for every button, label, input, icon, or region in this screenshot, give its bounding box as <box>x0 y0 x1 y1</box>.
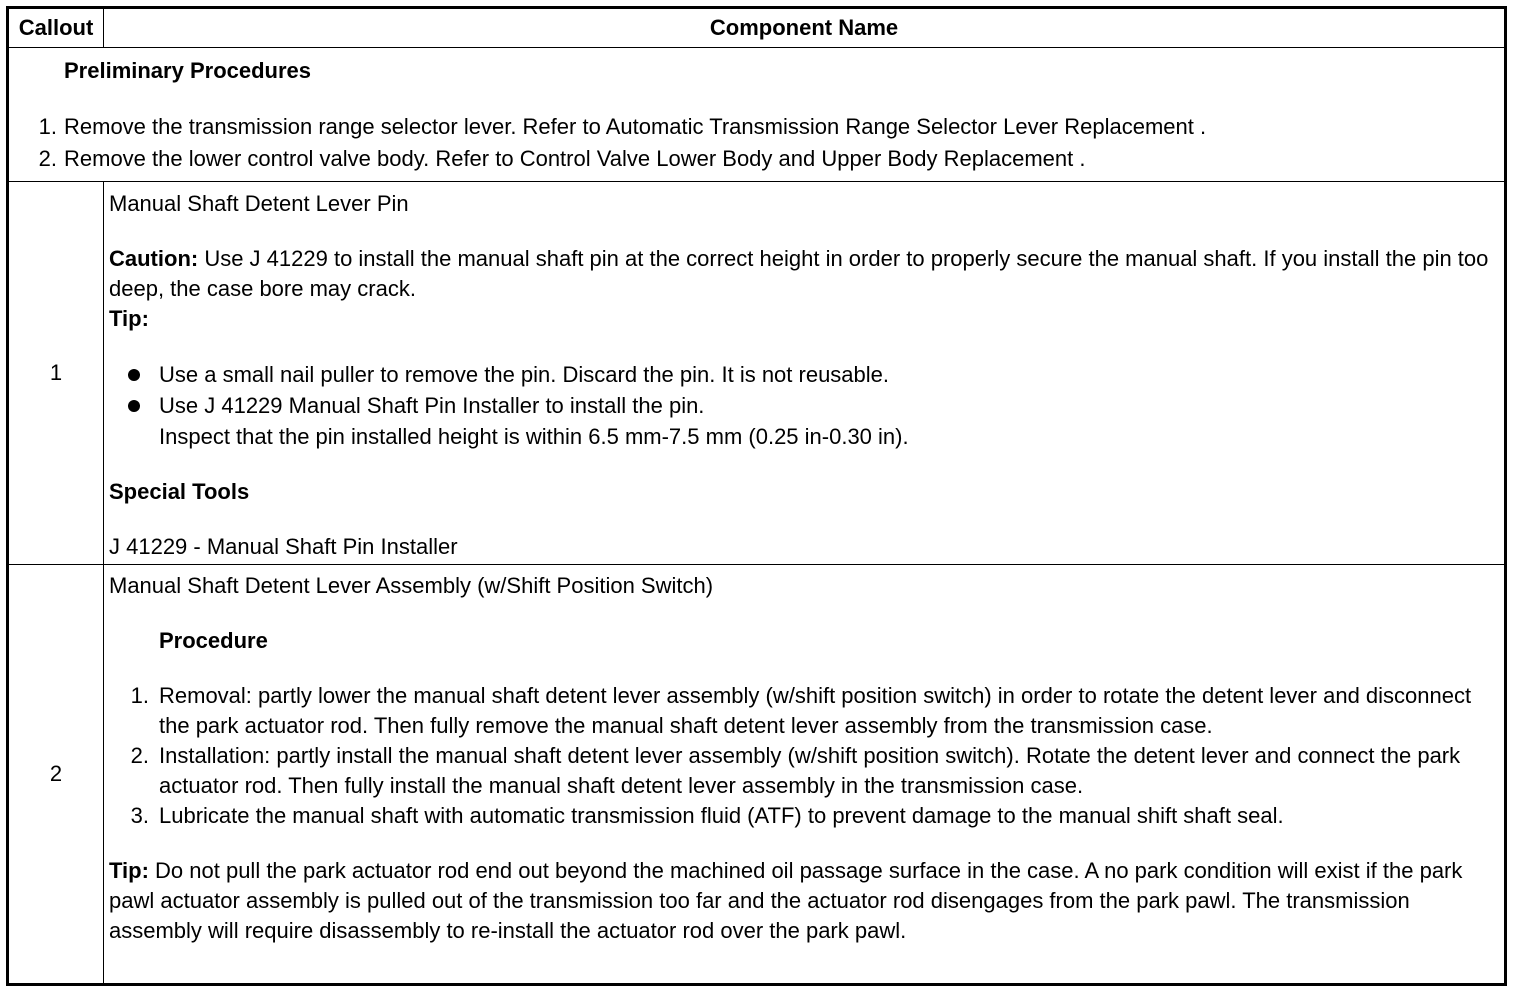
component-cell-1 <box>104 182 1506 565</box>
callout-header: Callout <box>8 8 104 48</box>
component-cell-2 <box>104 565 1506 985</box>
special-tools-title: Special Tools <box>109 479 250 504</box>
step-number: 2. <box>38 146 57 171</box>
procedure-title: Procedure <box>159 628 268 653</box>
bullet-dot-icon <box>128 369 140 381</box>
procedure-step: 3. Lubricate the manual shaft with automatic transmission fluid (ATF) to prevent damage to the manual shift shaft seal. <box>130 803 1284 828</box>
preliminary-title: Preliminary Procedures <box>64 58 312 83</box>
callout-row-2 <box>8 565 1506 985</box>
special-tool-item: J 41229 - Manual Shaft Pin Installer <box>109 534 458 559</box>
step-text: Remove the transmission range selector lever. Refer to Automatic Transmission Range Selector Lever Replacement . <box>64 114 1207 139</box>
caution-text: Use J 41229 to install the manual shaft pin at the correct height in order to properly secure the manual shaft. If you install the pin too deep, the case bore may crack. <box>109 246 1489 301</box>
preliminary-step <box>9 143 1504 175</box>
callout-number: 1 <box>8 182 104 565</box>
component-name-header: Component Name <box>104 8 1506 48</box>
preliminary-steps <box>9 111 1504 175</box>
tip-label: Tip: <box>109 306 149 331</box>
header-row <box>8 8 1506 48</box>
bullet-item: Use a small nail puller to remove the pin. Discard the pin. It is not reusable. <box>109 359 1500 390</box>
step-text: Remove the lower control valve body. Refer to Control Valve Lower Body and Upper Body Replacement . <box>64 146 1086 171</box>
procedure-step: 1. Removal: partly lower the manual shaft detent lever assembly (w/shift position switch) in order to rotate the detent lever and disconnect the park actuator rod. Then fully remove the manual shaft detent lever assembly from the transmission case. <box>130 683 1472 738</box>
caution-label: Caution: <box>109 246 199 271</box>
callout-number: 2 <box>8 565 104 985</box>
preliminary-row <box>8 48 1506 182</box>
bullet-continuation: Inspect that the pin installed height is within 6.5 mm-7.5 mm (0.25 in-0.30 in). <box>159 424 909 449</box>
bullet-item: Use J 41229 Manual Shaft Pin Installer to install the pin. Inspect that the pin installed height is within 6.5 mm-7.5 mm (0.25 in-0.30 in). <box>109 390 1500 452</box>
tip-note <box>109 856 1500 946</box>
preliminary-step <box>9 111 1504 143</box>
procedure-table <box>6 6 1507 986</box>
component-name: Manual Shaft Detent Lever Pin <box>109 191 409 216</box>
procedure-steps <box>109 681 1500 831</box>
caution-note <box>109 244 1500 304</box>
preliminary-cell <box>8 48 1506 182</box>
tip-bullets <box>109 359 1500 452</box>
callout-row-1 <box>8 182 1506 565</box>
step-number: 1. <box>38 114 57 139</box>
component-name: Manual Shaft Detent Lever Assembly (w/Shift Position Switch) <box>109 573 714 598</box>
tip-text: Do not pull the park actuator rod end out beyond the machined oil passage surface in the case. A no park condition will exist if the park pawl actuator assembly is pulled out of the transmission too far and the actuator rod disengages from the park pawl. The transmission assembly will require disassembly to re-install the actuator rod over the park pawl. <box>109 858 1463 943</box>
bullet-dot-icon <box>128 400 140 412</box>
tip-label: Tip: <box>109 858 149 883</box>
procedure-step: 2. Installation: partly install the manual shaft detent lever assembly (w/shift position switch). Rotate the detent lever and connect the park actuator rod. Then fully install the manual shaft detent lever assembly in the transmission case. <box>130 743 1461 798</box>
